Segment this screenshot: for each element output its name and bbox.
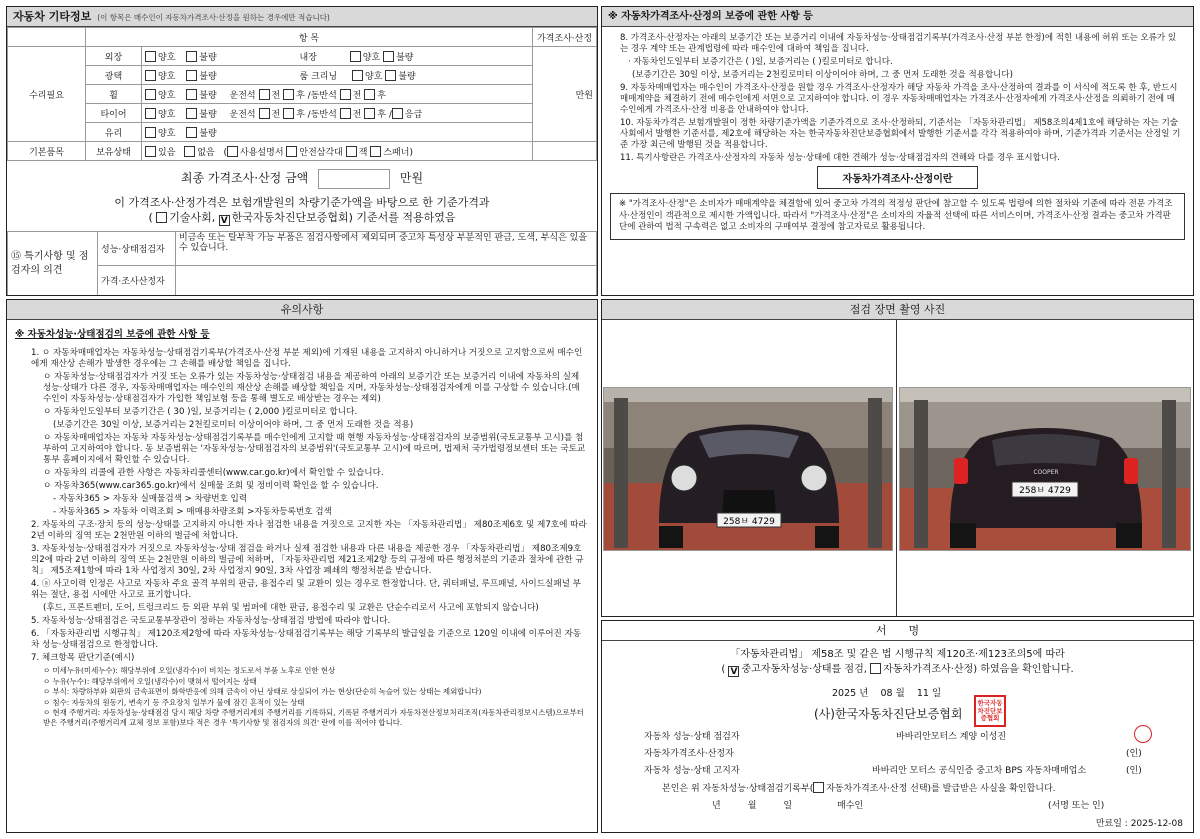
room-good-checkbox[interactable] — [352, 70, 363, 81]
wheel-good-checkbox[interactable] — [145, 89, 156, 100]
possession-label: 보유상태 — [86, 142, 142, 161]
manual-checkbox[interactable] — [227, 146, 238, 157]
row-wheel: 양호 불량 운전석 전 후 /동반석 전 후 — [142, 85, 533, 104]
good-label: 양호 — [365, 71, 383, 82]
buyer-date: 년 월 일 매수인 — [712, 801, 864, 811]
photos-title: 점검 장면 촬영 사진 — [602, 300, 1193, 320]
good-label: 양호 — [158, 128, 176, 139]
note-9: 9. 자동차매매업자는 매수인이 가격조사·산정을 원할 경우 가격조사·산정자가 해당 자동차 가격을 조사·산정하여 결과를 이 서식에 적도록 한 후, 반드시 매매계약을 체결하기 전에 매수인에게 서면으로 고지하여야 합니다. 이 경우 자동차매매업자는 가격조사·산정자에게 가격조사·산정을 의뢰하기 전에 매수인에게 가격조사·산정 비용을 안내하여야 합니다. — [620, 83, 1178, 115]
row-wheel-label: 휠 — [86, 85, 142, 104]
notifier-seal-mark: (인) — [1126, 766, 1142, 776]
no-label: 없음 — [197, 147, 215, 158]
row-tire-label: 타이어 — [86, 104, 142, 123]
note-1c2: (보증기간은 30일 이상, 보증거리는 2천킬로미터 이상이어야 하며, 그 중 먼저 도래한 것을 적용) — [53, 420, 414, 430]
rear-badge: COOPER — [1033, 469, 1059, 476]
head-item: 항 목 — [86, 28, 533, 47]
sign-organization: (사)한국자동차진단보증협회 — [814, 707, 963, 721]
note-1a: 1. ㅇ 자동차매매업자는 자동차성능·상태점검기록부(가격조사·산정 부분 제외)에 기재된 내용을 고지하지 아니하거나 거짓으로 고지함으로써 매수인에게 재산상 손해가 발생한 경우에는 그 손해를 배상할 책임을 집니다. — [31, 348, 583, 369]
wheel-driver-rear-checkbox[interactable] — [283, 89, 294, 100]
kaia-checkbox[interactable]: V — [219, 215, 230, 226]
pricer-label: 자동차가격조사·산정자 — [644, 749, 734, 759]
interior-bad-checkbox[interactable] — [383, 51, 394, 62]
gloss-bad-checkbox[interactable] — [186, 70, 197, 81]
bad-label: 불량 — [199, 71, 217, 82]
wheel-driver-front-checkbox[interactable] — [259, 89, 270, 100]
row-tire: 양호 불량 운전석 전 후 /동반석 전 후 / 응급 — [142, 104, 533, 123]
note-8: 8. 가격조사·산정자는 아래의 보증기간 또는 보증거리 이내에 자동차성능·상태점검기록부(가격조사·산정 부분 한정)에 적힌 내용에 허위 또는 오류가 있는 경우 계약 또는 관계법령에 따라 매수인에 대하여 책임을 집니다. — [620, 33, 1177, 54]
note-1e: ㅇ 자동차의 리콜에 관한 사항은 자동차리콜센터(www.car.go.kr)에서 확인할 수 있습니다. — [43, 468, 384, 478]
triangle-label: 안전삼각대 — [299, 147, 343, 158]
note-7e: ㅇ 현재 주행거리: 자동차성능·상태점검 당시 해당 차량 주행거리계의 주행거리를 기록하되, 기록된 주행거리가 자동차전산정보처리조직(자동차관리정보시스템)으로부터 받은 주행거리(주행거리계 교체 정보 포함)보다 적은 경우 '특기사항 및 점검자의 의견' 란에 이를 적어야 합니다. — [43, 708, 584, 727]
org-seal — [974, 695, 1006, 727]
exterior-bad-checkbox[interactable] — [186, 51, 197, 62]
tire-driver-rear-checkbox[interactable] — [283, 108, 294, 119]
good-label: 양호 — [158, 109, 176, 120]
receipt-line-b: 자동차가격조사·산정 선택)를 발급받은 사실을 확인합니다. — [826, 784, 1056, 794]
good-label: 양호 — [158, 71, 176, 82]
rear-label: 후 — [377, 90, 386, 101]
basis-text — [7, 195, 597, 226]
tire-pass-rear-checkbox[interactable] — [364, 108, 375, 119]
note-10: 10. 자동차가격은 보험개발원이 정한 차량기준가액을 기준가격으로 조사·산정하되, 기준서는 「자동차관리법」 제58조의4제1호에 해당하는 자는 기술사회에서 발행한 기준서를, 제2호에 해당하는 자는 한국자동차진단보증협회에서 발행한 기준서를 각각 적용하여야 하며, 기준가격과 기준서는 산정일 기준 가장 최근에 발행된 것을 적용합니다. — [620, 118, 1181, 150]
rear-label: 후 — [377, 109, 386, 120]
note-3: 3. 자동차성능·상태점검자가 거짓으로 자동차성능·상태 점검을 하거나 실제 점검한 내용과 다른 내용을 제공한 경우 「자동차관리법」 제80조제9호의2에 따라 2년 이하의 징역 또는 2천만원 이하의 벌금에 처하며, 「자동차관리법 제21조제2항 등의 규정에 따른 행정처분의 기준과 절차에 관한 규칙」 제5조제1항에 따라 1차 사업정지 30일, 2차 사업정지 90일, 3차 사업장 폐쇄의 행정처분을 받습니다. — [31, 544, 584, 576]
basic-items-label: 기본품목 — [8, 142, 86, 161]
passenger-label: 동반석 — [310, 90, 337, 101]
front-plate: 258ㅂ 4729 — [723, 517, 775, 527]
tire-pass-front-checkbox[interactable] — [340, 108, 351, 119]
notifier-label: 자동차 성능·상태 고지자 — [644, 766, 740, 776]
signature-title: 서 명 — [602, 621, 1193, 641]
other-info-heading: 자동차 기타정보 — [13, 10, 92, 23]
note-7c: ㅇ 부식: 차량하부와 외판의 금속표면이 화학반응에 의해 금속이 아닌 상태로 상실되어 가는 현상(단순히 녹슬어 있는 상태는 제외합니다) — [43, 687, 482, 696]
jack-checkbox[interactable] — [346, 146, 357, 157]
note-4: 4. ⓐ 사고이력 인정은 사고로 자동차 주요 골격 부위의 판금, 용접수리 및 교환이 있는 경우로 한정합니다. 단, 쿼터패널, 루프패널, 사이드실패널 부위는 절단, 용접 시에만 사고로 표기합니다. — [31, 579, 581, 600]
note-7: 7. 체크항목 판단기준(예시) — [31, 653, 135, 663]
basis-line1: 이 가격조사·산정가격은 보험개발원의 차량기준가액을 바탕으로 한 기준가격과 — [114, 196, 490, 209]
row-exterior — [142, 47, 533, 66]
sign-date — [832, 685, 941, 699]
inspector-value: 바바리안모터스 계양 이성진 — [896, 732, 1007, 742]
rear-label: 후 — [296, 90, 305, 101]
bad-label: 불량 — [199, 109, 217, 120]
notes-heading: ※ 자동차성능·상태점검의 보증에 관한 사항 등 — [15, 329, 210, 340]
bad-label: 불량 — [396, 52, 414, 63]
bad-label: 불량 — [199, 52, 217, 63]
price-definition-title: 자동차가격조사·산정이란 — [817, 166, 977, 189]
front-car-photo — [603, 387, 893, 551]
other-info-title — [7, 7, 597, 27]
receipt-price-checkbox[interactable] — [813, 782, 824, 793]
note-1f: ㅇ 자동차365(www.car365.go.kr)에서 실매물 조회 및 정비이력 확인을 할 수 있습니다. — [43, 481, 379, 491]
bad-label: 불량 — [398, 71, 416, 82]
buyer-sign: (서명 또는 인) — [1048, 801, 1105, 811]
notifier-row — [644, 763, 1144, 776]
perf-inspector-opinion: 비금속 또는 탈부착 가능 부품은 점검사항에서 제외되며 중고차 특성상 부분적인 판금, 도색, 부식은 있을 수 있습니다. — [176, 232, 597, 266]
kaia-label: 한국자동차진단보증협회 — [231, 211, 349, 224]
rear-plate: 258ㅂ 4729 — [1019, 486, 1071, 496]
price-inspector-label: 가격·조사산정자 — [98, 266, 176, 296]
tire-bad-checkbox[interactable] — [186, 108, 197, 119]
note-2: 2. 자동차의 구조·장치 등의 성능·상태를 고지하지 아니한 자나 점검한 내용을 거짓으로 고지한 자는 「자동차관리법」 제80조제6호 및 제7호에 따라 2년 이하의 징역 또는 2천만원 이하의 벌금에 처합니다. — [31, 520, 587, 541]
jack-label: 잭 — [358, 147, 368, 158]
exterior-good-checkbox[interactable] — [145, 51, 156, 62]
note-11: 11. 특기사항란은 가격조사·산정자의 자동차 성능·상태에 대한 견해가 성능·상태점검자의 견해와 다를 경우 표시합니다. — [620, 153, 1060, 163]
interior-label: 내장 — [299, 52, 317, 63]
sign-year: 2025 년 — [832, 688, 869, 699]
basis-line2: ( 기술사회, V 한국자동차진단보증협회) 기준서를 적용하였음 — [148, 211, 456, 226]
spanner-label: 스패너 — [383, 147, 410, 158]
inspector-row — [644, 729, 1144, 742]
glass-good-checkbox[interactable] — [145, 127, 156, 138]
note-1h: - 자동차365 > 자동차 이력조회 > 매매용차량조회 >자동차등록번호 검색 — [53, 507, 332, 517]
rear-label: 후 — [296, 109, 305, 120]
repair-label: 수리필요 — [8, 47, 86, 142]
note-7d: ㅇ 침수: 자동차의 원동기, 변속기 등 주요장치 일부가 물에 잠긴 흔적이 있는 상태 — [43, 697, 305, 707]
inspector-seal — [1134, 725, 1152, 743]
tire-spare-checkbox[interactable] — [392, 108, 403, 119]
gloss-good-checkbox[interactable] — [145, 70, 156, 81]
good-label: 양호 — [362, 52, 381, 63]
row-glass-label: 유리 — [86, 123, 142, 142]
basis-line2-end: ) 기준서를 적용하였음 — [348, 211, 456, 224]
note-1c: ㅇ 자동차인도일부터 보증기간은 ( 30 )일, 보증거리는 ( 2,000 )킬로미터로 합니다. — [43, 407, 358, 417]
row-basic-items: 있음 없음 ( 사용설명서 안전삼각대 잭 스패너) — [142, 142, 533, 161]
front-label: 전 — [352, 109, 362, 120]
perf-check-checkbox[interactable]: V — [728, 666, 739, 677]
interior-good-checkbox[interactable] — [350, 51, 361, 62]
bad-label: 불량 — [199, 128, 217, 139]
org-seal-text: 한국자동차진단보증협회 — [977, 699, 1003, 722]
spare-label: 응급 — [404, 109, 423, 120]
pricer-seal-mark: (인) — [1126, 749, 1142, 759]
notes-title: 유의사항 — [7, 300, 597, 320]
room-clean-label: 룸 크리닝 — [299, 71, 338, 82]
wheel-pass-rear-checkbox[interactable] — [364, 89, 375, 100]
row-glass — [142, 123, 533, 142]
yes-label: 있음 — [158, 147, 176, 158]
room-bad-checkbox[interactable] — [385, 70, 396, 81]
row-exterior-label: 외장 — [86, 47, 142, 66]
sign-confirm-line: ( V 중고자동차성능·상태를 점검, 자동차가격조사·산정) 하였음을 확인합니다. — [721, 664, 1074, 677]
price-guarantee-panel — [601, 6, 1194, 296]
head-price: 가격조사·산정 — [533, 28, 597, 47]
perf-check-label: 중고자동차성능·상태를 점검, — [741, 664, 867, 675]
price-check-checkbox[interactable] — [870, 663, 881, 674]
spanner-checkbox[interactable] — [370, 146, 381, 157]
expiry-date: 만료일 : 2025-12-08 — [1095, 819, 1183, 829]
price-inspector-opinion — [176, 266, 597, 296]
buyer-row — [712, 798, 1152, 811]
note-5: 5. 자동차성능·상태점검은 국토교통부장관이 정하는 자동차성능·상태점검 방법에 따라야 합니다. — [31, 616, 391, 626]
passenger-label: 동반석 — [310, 109, 337, 120]
photos-panel — [601, 299, 1194, 617]
pricer-row — [644, 746, 1144, 759]
receipt-line-a: 본인은 위 자동차성능·상태점검기록부( — [662, 784, 814, 794]
front-label: 전 — [352, 90, 362, 101]
note-1d: ㅇ 자동차매매업자는 자동차 자동차성능·상태점검기록부를 매수인에게 고지할 때 현행 자동차성능·상태점검자의 보증범위(국토교통부 고시)를 첨부하여 고지하여야 합니다. 동 보증범위는 '자동차성능·상태점검자의 보증범위'(국토교통부 고시)에 따르며, 법제처 국가법령정보센터 또는 국토교통부 홈페이지에서 확인할 수 있습니다. — [43, 433, 586, 465]
note-1g: - 자동차365 > 자동차 실매물검색 > 차량번호 입력 — [53, 494, 248, 504]
note-7a: ㅇ 미세누유(미세누수): 해당부위에 오일(냉각수)이 비치는 정도로서 부품 노후로 인한 현상 — [43, 666, 336, 675]
final-price-row — [7, 167, 597, 191]
glass-bad-checkbox[interactable] — [186, 127, 197, 138]
rear-car-photo — [899, 387, 1191, 551]
notifier-value: 바바리안 모터스 공식인증 중고차 BPS 자동차매매업소 — [872, 766, 1087, 776]
price-manwon: 만원 — [533, 47, 597, 142]
possession-yes-checkbox[interactable] — [145, 146, 156, 157]
inspector-label: 자동차 성능·상태 점검자 — [644, 732, 740, 742]
signature-panel — [601, 620, 1194, 833]
note-4b: (후드, 프론트펜더, 도어, 트렁크리드 등 외판 부위 및 범퍼에 대한 판금, 용접수리 및 교환은 단순수리로서 사고에 포함되지 않습니다) — [43, 603, 539, 613]
special-notes-label: ⑮ 특기사항 및 점검자의 의견 — [8, 232, 98, 296]
good-label: 양호 — [158, 90, 176, 101]
price-definition-text: ※ "가격조사·산정"은 소비자가 매매계약을 체결함에 있어 중고차 가격의 적정성 판단에 참고할 수 있도록 법령에 의한 절차와 기준에 따라 전문 가격조사·산정인이 객관적으로 제시한 가액입니다. 따라서 "가격조사·산정"은 소비자의 자율적 선택에 따른 서비스이며, 가격조사·산정 결과는 중고차 가격판단에 관하여 법적 구속력은 없고 소비자의 구매여부 결정에 참고자료로 활용됩니다. — [619, 199, 1173, 232]
tech-society-checkbox[interactable] — [156, 212, 167, 223]
tire-good-checkbox[interactable] — [145, 108, 156, 119]
triangle-checkbox[interactable] — [286, 146, 297, 157]
driver-label: 운전석 — [229, 109, 256, 120]
good-label: 양호 — [158, 52, 176, 63]
tech-society-label: 기술사회, — [169, 211, 216, 224]
final-price-label: 최종 가격조사·산정 금액 — [180, 171, 309, 185]
price-check-label: 자동차가격조사·산정) 하였음을 확인합니다. — [883, 664, 1074, 675]
other-info-subtitle: (이 항목은 매수인이 자동차가격조사·산정을 원하는 경우에만 적습니다) — [97, 13, 330, 22]
special-table — [7, 231, 597, 296]
possession-no-checkbox[interactable] — [184, 146, 195, 157]
note-7b: ㅇ 누유(누수): 해당부위에서 오일(냉각수)이 맺혀서 떨어지는 상태 — [43, 676, 257, 686]
row-gloss — [142, 66, 533, 85]
final-price-input[interactable] — [318, 169, 390, 189]
notes-panel — [6, 299, 598, 833]
wheel-pass-front-checkbox[interactable] — [340, 89, 351, 100]
perf-inspector-label: 성능·상태점검자 — [98, 232, 176, 266]
bad-label: 불량 — [199, 90, 217, 101]
note-8c: (보증기간은 30일 이상, 보증거리는 2천킬로미터 이상이어야 하며, 그 중 먼저 도래한 것을 적용합니다) — [632, 70, 1013, 80]
front-label: 전 — [271, 90, 281, 101]
sign-day: 11 일 — [916, 688, 942, 699]
front-label: 전 — [271, 109, 281, 120]
manual-label: 사용설명서 — [240, 147, 284, 158]
price-definition-box — [610, 193, 1185, 240]
note-1b: ㅇ 자동차성능·상태점검자가 거짓 또는 오류가 있는 자동차성능·상태점검 내용을 제공하여 아래의 보증기간 또는 보증거리 이내에 자동차의 실제 성능·상태가 다른 경우, 자동차매매업자는 매수인의 재산상 손해를 배상할 책임을 지며, 자동차성능·상태점검자에게 이를 구상할 수 있습니다.(매수인이 자동차성능·상태점검자가 가입한 책임보험 등을 통해 별도로 배상받는 경우는 제외) — [43, 372, 580, 404]
note-8b: · 자동차인도일부터 보증기간은 ( )일, 보증거리는 ( )킬로미터로 합니다. — [628, 57, 893, 67]
row-gloss-label: 광택 — [86, 66, 142, 85]
price-guarantee-title: ※ 자동차가격조사·산정의 보증에 관한 사항 등 — [602, 7, 1193, 27]
receipt-row — [662, 781, 1162, 794]
sign-month: 08 월 — [880, 688, 905, 699]
wheel-bad-checkbox[interactable] — [186, 89, 197, 100]
final-price-unit: 만원 — [399, 171, 424, 185]
tire-driver-front-checkbox[interactable] — [259, 108, 270, 119]
driver-label: 운전석 — [229, 90, 256, 101]
note-6: 6. 「자동차관리법 시행규칙」 제120조제2항에 따라 자동차성능·상태점검기록부는 해당 기록부의 발급일을 기준으로 120일 이내에 이루어진 자동차 성능·상태점검으로 한정합니다. — [31, 629, 582, 650]
other-info-panel — [6, 6, 598, 296]
sign-law-line: 「자동차관리법」 제58조 및 같은 법 시행규칙 제120조·제123조의5에 따라 — [730, 649, 1065, 660]
repair-table — [7, 27, 597, 161]
